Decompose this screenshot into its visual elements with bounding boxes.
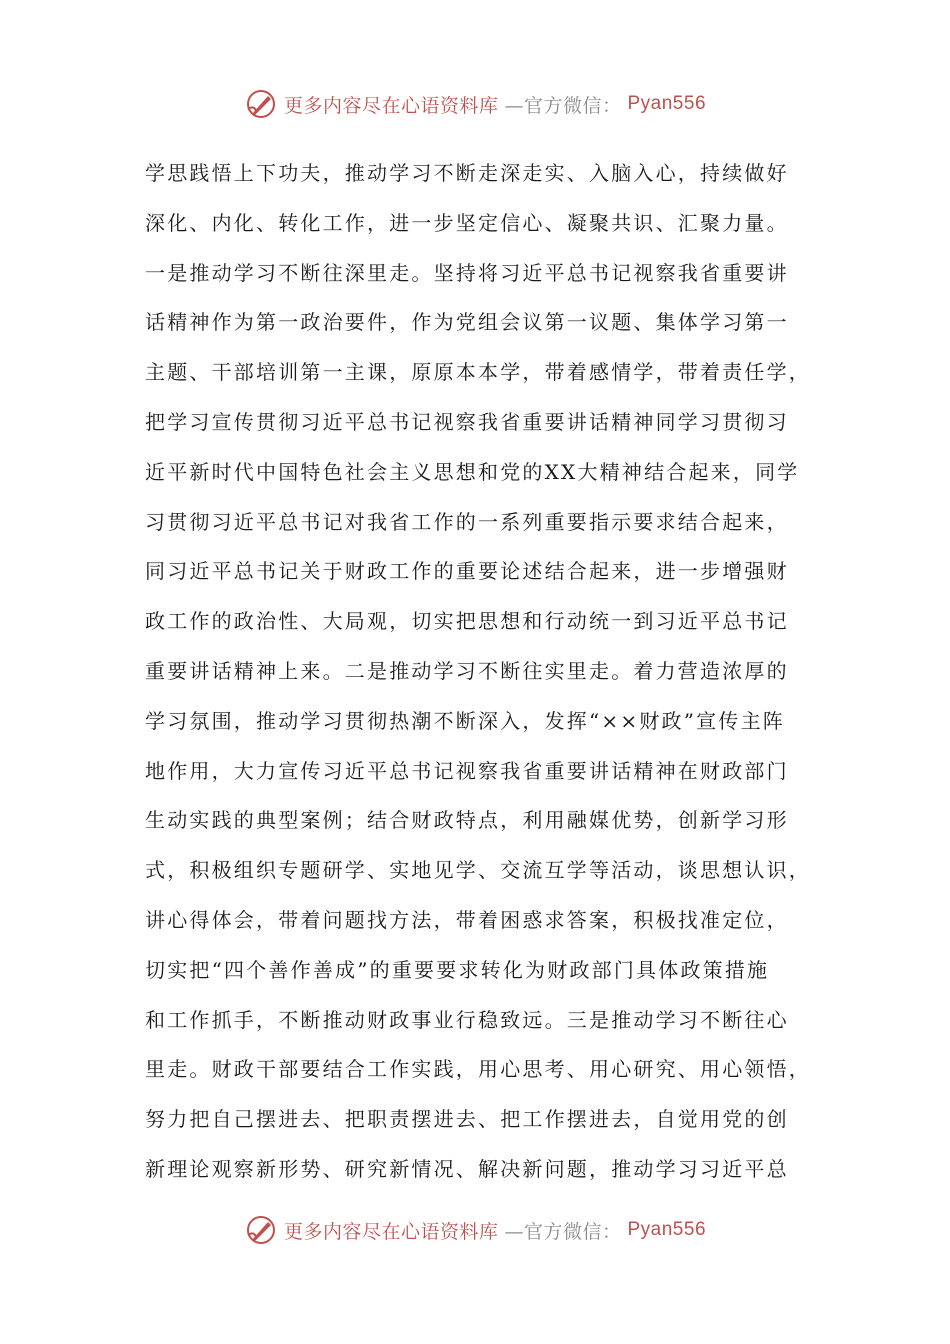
footer-banner [0, 1208, 950, 1252]
body-line-7: 近平新时代中国特色社会主义思想和党的XX大精神结合起来，同学 [145, 459, 800, 484]
body-line-9: 同习近平总书记关于财政工作的重要论述结合起来，进一步增强财 [145, 559, 789, 584]
body-line-2: 深化、内化、转化工作，进一步坚定信心、凝聚共识、汇聚力量。 [145, 210, 789, 235]
body-line-6: 把学习宣传贯彻习近平总书记视察我省重要讲话精神同学习贯彻习 [145, 409, 789, 434]
body-line-14: 生动实践的典型案例；结合财政特点，利用融媒优势，创新学习形 [145, 808, 789, 833]
body-line-20: 努力把自己摆进去、把职责摆进去、把工作摆进去，自觉用党的创 [145, 1107, 789, 1132]
body-line-5: 主题、干部培训第一主课，原原本本学，带着感情学，带着责任学， [145, 360, 811, 385]
header-banner [0, 82, 950, 126]
body-line-17: 切实把“四个善作善成”的重要要求转化为财政部门具体政策措施 [145, 957, 770, 982]
body-line-19: 里走。财政干部要结合工作实践，用心思考、用心研究、用心领悟， [145, 1057, 811, 1082]
footer-wechat-label: —官方微信： [504, 1220, 622, 1243]
body-line-21: 新理论观察新形势、研究新情况、解决新问题，推动学习习近平总 [145, 1156, 789, 1181]
body-line-11: 重要讲话精神上来。二是推动学习不断往实里走。着力营造浓厚的 [145, 658, 789, 683]
document-body [145, 149, 825, 1195]
body-line-16: 讲心得体会，带着问题找方法，带着困惑求答案，积极找准定位， [145, 907, 789, 932]
header-wechat-label: —官方微信： [504, 94, 622, 117]
body-line-15: 式，积极组织专题研学、实地见学、交流互学等活动，谈思想认识， [145, 858, 811, 883]
header-site-name: 更多内容尽在心语资料库 [283, 94, 499, 117]
header-wechat-id: Pyan556 [627, 93, 707, 114]
body-line-10: 政工作的政治性、大局观，切实把思想和行动统一到习近平总书记 [145, 609, 789, 634]
quill-pen-icon [244, 1213, 278, 1247]
footer-site-name: 更多内容尽在心语资料库 [283, 1220, 499, 1243]
quill-pen-icon [244, 87, 278, 121]
footer-wechat-id: Pyan556 [627, 1219, 707, 1240]
body-line-4: 话精神作为第一政治要件，作为党组会议第一议题、集体学习第一 [145, 310, 789, 335]
body-line-1: 学思践悟上下功夫，推动学习不断走深走实、入脑入心，持续做好 [145, 161, 789, 185]
body-line-13: 地作用，大力宣传习近平总书记视察我省重要讲话精神在财政部门 [145, 758, 789, 783]
body-line-12: 学习氛围，推动学习贯彻热潮不断深入，发挥“××财政”宣传主阵 [145, 708, 785, 733]
body-line-3: 一是推动学习不断往深里走。坚持将习近平总书记视察我省重要讲 [145, 260, 789, 285]
body-line-18: 和工作抓手，不断推动财政事业行稳致远。三是推动学习不断往心 [145, 1007, 789, 1032]
body-line-8: 习贯彻习近平总书记对我省工作的一系列重要指示要求结合起来， [145, 509, 789, 534]
